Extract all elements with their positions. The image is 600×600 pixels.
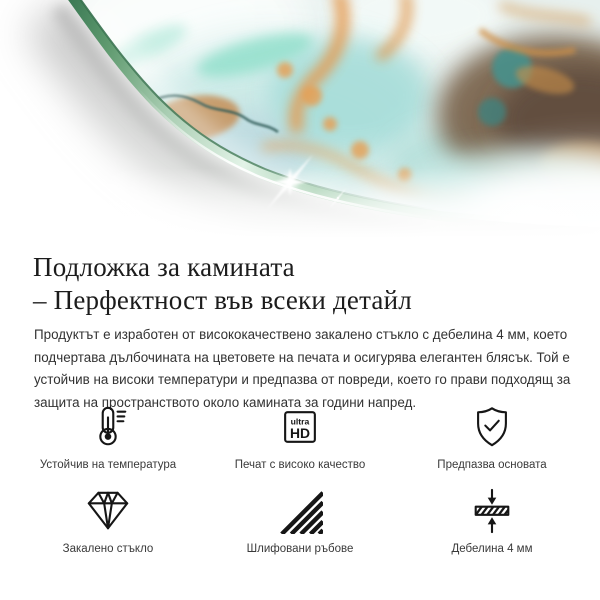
feature-label: Предпазва основата <box>437 459 547 471</box>
thickness-icon <box>469 488 515 534</box>
page-title <box>33 251 573 317</box>
ultra-hd-badge-top: ultra <box>290 416 310 427</box>
feature-tempered-glass <box>12 488 204 556</box>
product-description-text: Продуктът е изработен от висококачествено закалено стъкло с дебелина 4 мм, което подчертава дълбочината на цветовете на печата и осигурява елегантен блясък. Той е устойчив на високи температури и предпазва от повреди, което го прави подходящ за защита на пространството около камината за години напред. <box>34 327 571 410</box>
feature-protects-base <box>396 404 588 472</box>
polished-edges-icon <box>277 488 323 534</box>
ultra-hd-icon <box>277 404 323 450</box>
feature-grid <box>12 404 588 556</box>
hero-fade <box>0 160 600 252</box>
feature-polished-edges <box>204 488 396 556</box>
feature-label: Устойчив на температура <box>39 459 177 471</box>
feature-label: Закалено стъкло <box>62 543 154 555</box>
product-image <box>0 0 600 252</box>
diamond-icon <box>85 488 131 534</box>
shield-check-icon <box>469 404 515 450</box>
feature-temperature-resistant <box>12 404 204 472</box>
thermometer-icon <box>85 404 131 450</box>
feature-label: Печат с високо качество <box>234 459 366 471</box>
page-title-line2: – Перфектност във всеки детайл <box>33 285 412 316</box>
feature-label: Дебелина 4 мм <box>451 543 533 555</box>
feature-label: Шлифовани ръбове <box>246 543 354 555</box>
ultra-hd-badge-bottom: HD <box>289 425 311 442</box>
feature-thickness-4mm <box>396 488 588 556</box>
feature-high-quality-print <box>204 404 396 472</box>
page-title-line1: Подложка за камината <box>33 252 295 283</box>
